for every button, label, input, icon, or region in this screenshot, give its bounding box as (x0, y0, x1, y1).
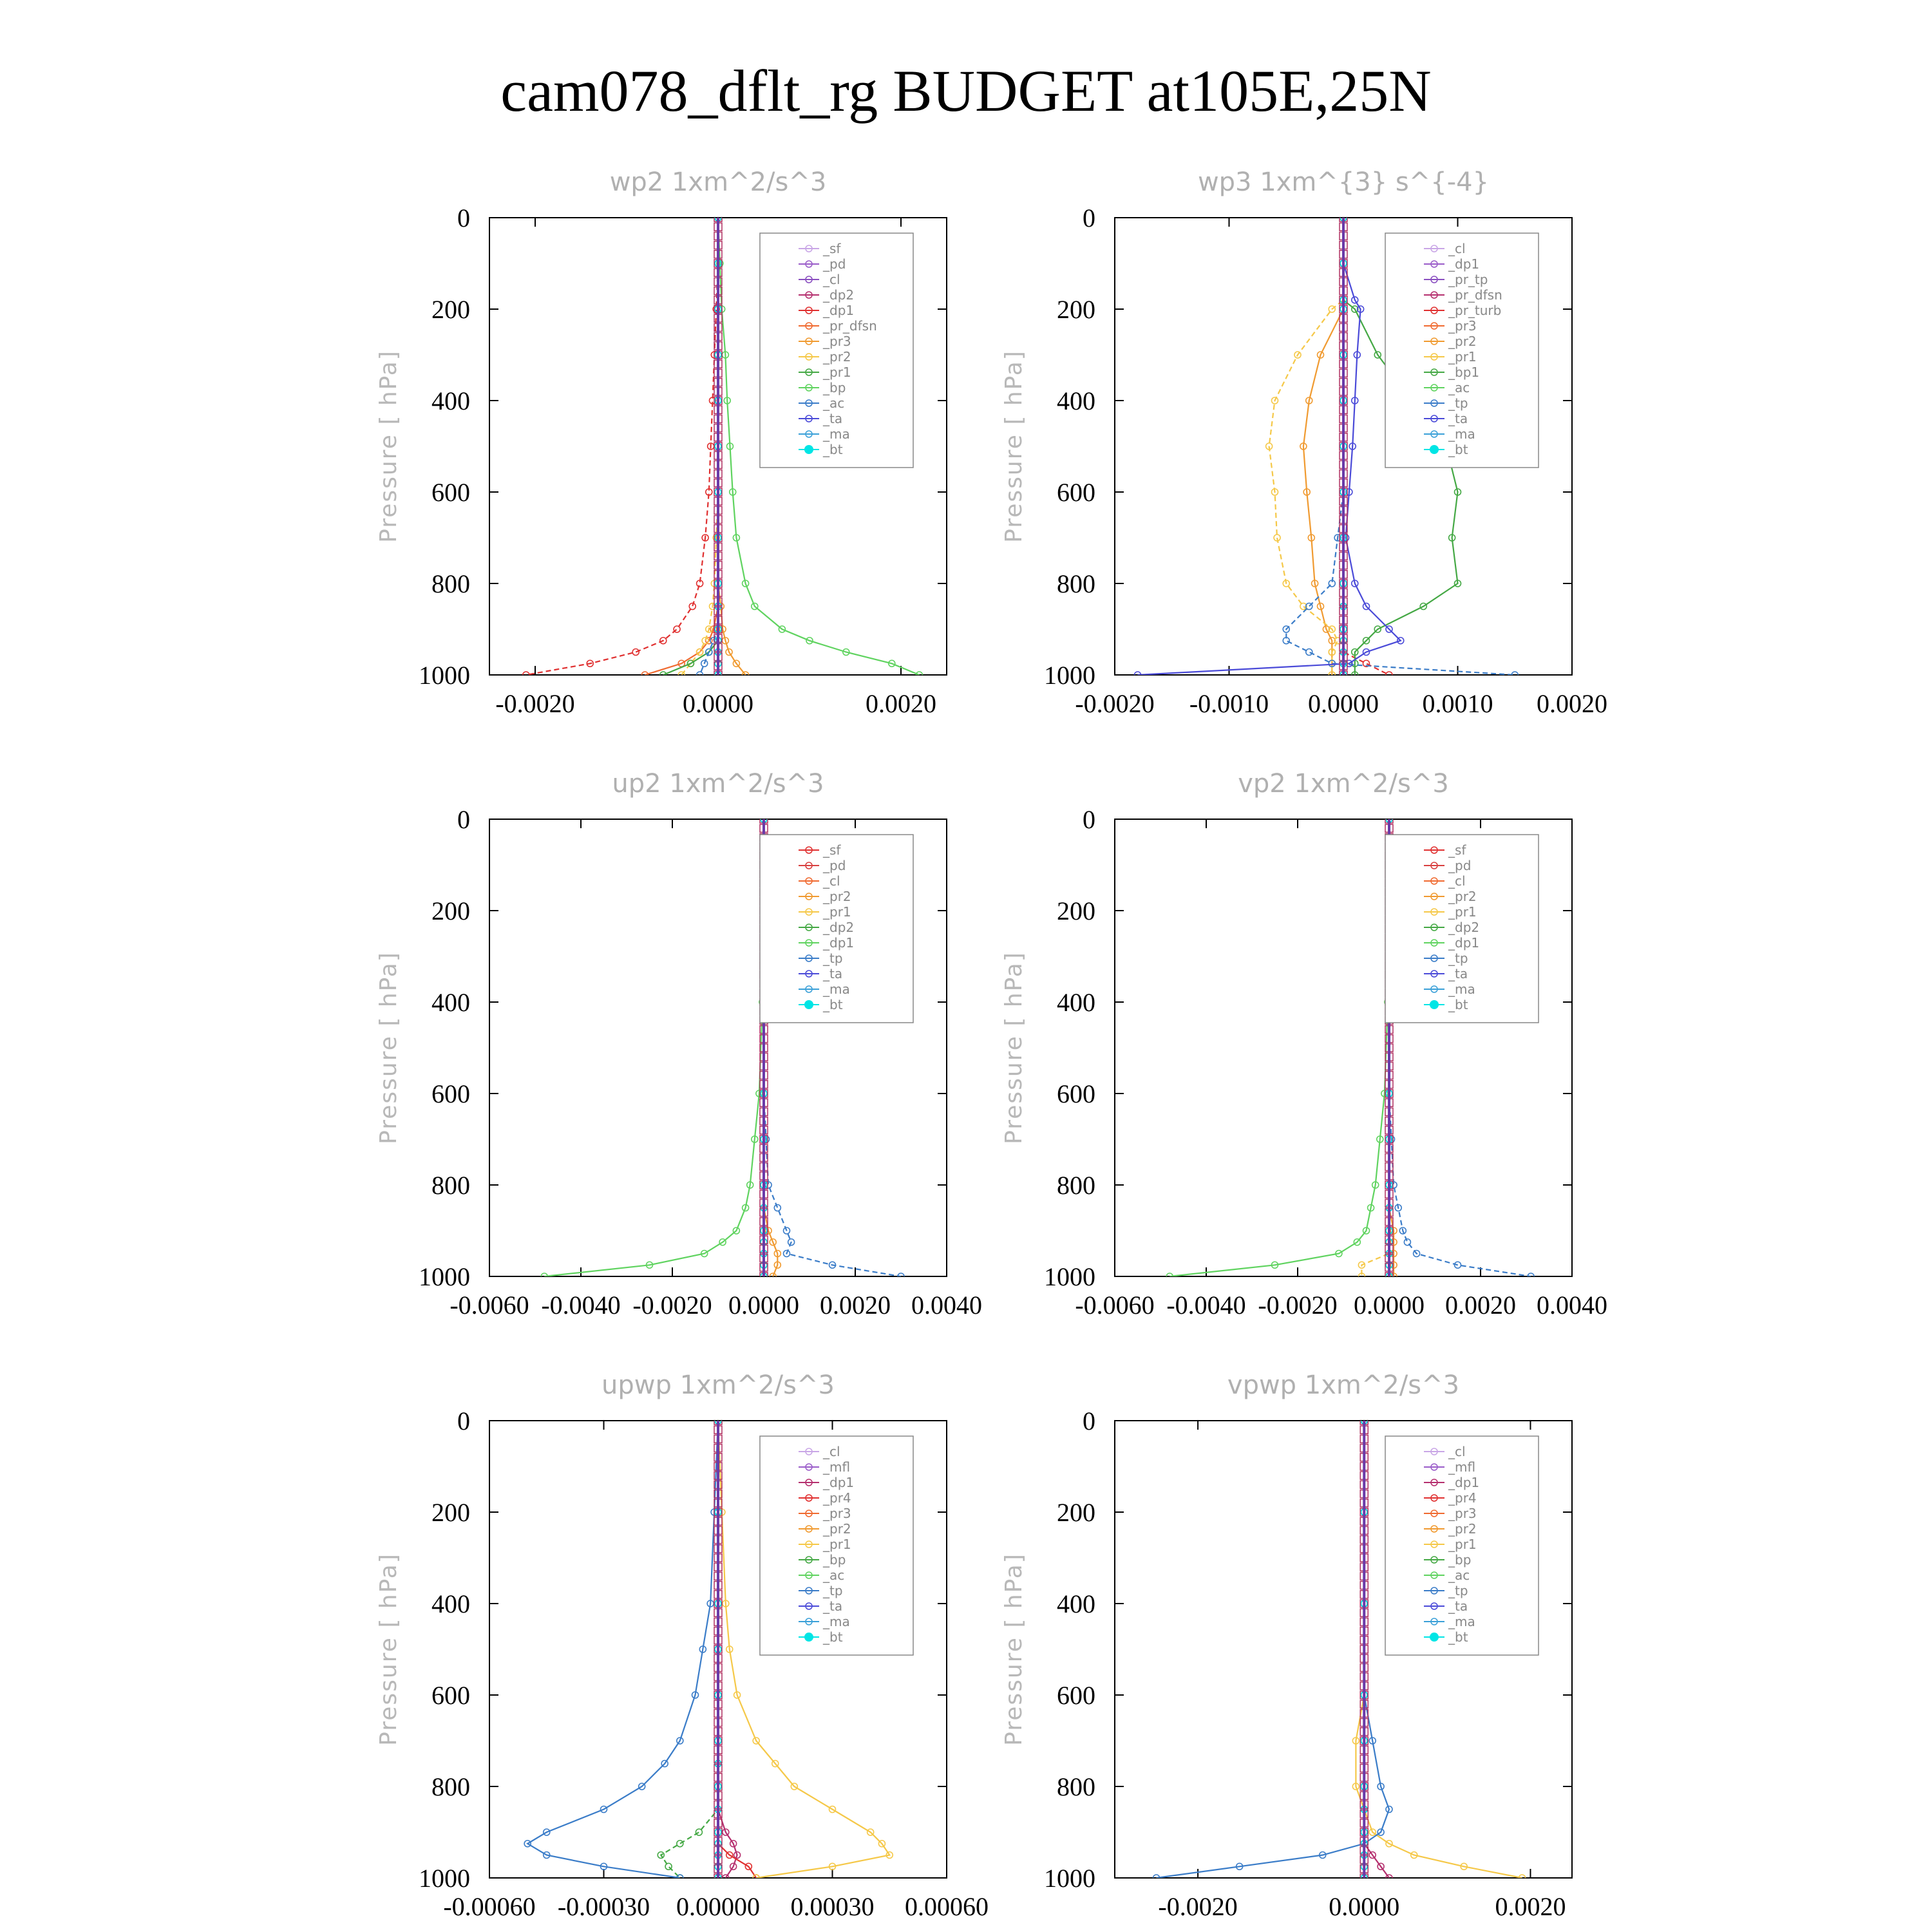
legend-label: _sf (823, 241, 841, 256)
y-tick-label: 200 (431, 295, 470, 324)
series-line-pr4 (718, 1421, 756, 1878)
chart-panel-0 (375, 167, 947, 718)
y-tick-label: 0 (1083, 805, 1095, 834)
legend-label: _ac (1448, 1567, 1470, 1583)
legend (760, 835, 913, 1023)
y-tick-label: 800 (1057, 569, 1095, 598)
legend-label: _pr3 (1448, 318, 1477, 334)
panel-title: upwp 1xm^2/s^3 (601, 1370, 835, 1400)
chart-panel-5 (1001, 1370, 1572, 1921)
y-tick-label: 0 (457, 204, 470, 232)
y-tick-label: 0 (457, 805, 470, 834)
series-line-tp (1157, 1421, 1390, 1878)
legend-label: _ac (823, 1567, 845, 1583)
legend-label: _ta (1448, 966, 1468, 981)
x-tick-label: -0.0040 (541, 1291, 621, 1320)
legend-label: _tp (823, 1583, 843, 1598)
chart-panel-4 (375, 1370, 989, 1921)
legend-label: _tp (1448, 1583, 1468, 1598)
legend (760, 1436, 913, 1655)
y-tick-label: 400 (431, 386, 470, 415)
legend (1385, 1436, 1539, 1655)
legend-label: _mfl (823, 1459, 851, 1475)
x-tick-label: 0.0020 (866, 689, 936, 718)
legend-label: _ma (1448, 981, 1475, 997)
series-point-bp (677, 1841, 683, 1847)
series-point-tp (774, 1205, 781, 1211)
legend-label: _ma (823, 981, 850, 997)
x-tick-label: 0.0020 (1445, 1291, 1516, 1320)
x-tick-label: 0.00060 (905, 1892, 989, 1921)
legend-label: _cl (823, 873, 840, 889)
legend-label: _dp1 (1448, 935, 1480, 951)
y-tick-label: 1000 (419, 1864, 470, 1893)
legend-label: _bt (1448, 997, 1468, 1012)
legend-swatch-marker (1430, 1000, 1439, 1009)
series-point-dp1 (632, 649, 639, 656)
series-line-bp (661, 1421, 718, 1878)
legend-label: _pr_tp (1448, 272, 1488, 287)
legend-label: _bp (823, 380, 846, 395)
series-point-bp (696, 1829, 702, 1835)
y-axis-label: Pressure [ hPa] (1001, 1553, 1027, 1746)
legend-label: _pr1 (1448, 1537, 1477, 1552)
legend-swatch-marker (804, 445, 813, 454)
legend-label: _bp1 (1448, 365, 1480, 380)
x-tick-label: 0.0020 (1495, 1892, 1566, 1921)
figure-title: cam078_dflt_rg BUDGET at105E,25N (500, 58, 1432, 124)
x-tick-label: -0.0020 (1158, 1892, 1238, 1921)
legend-label: _pr2 (1448, 1521, 1477, 1537)
series-line-pr2 (681, 218, 718, 675)
legend-label: _bt (1448, 1629, 1468, 1645)
legend-label: _ac (1448, 380, 1470, 395)
x-tick-label: 0.00030 (790, 1892, 875, 1921)
x-tick-label: 0.0020 (1537, 689, 1607, 718)
legend-label: _pr2 (823, 1521, 851, 1537)
x-tick-label: 0.0040 (1537, 1291, 1607, 1320)
x-tick-label: 0.0000 (1308, 689, 1379, 718)
legend-label: _ma (823, 426, 850, 442)
x-tick-label: 0.0000 (1329, 1892, 1400, 1921)
legend-label: _dp2 (1448, 920, 1480, 935)
legend-label: _pr1 (823, 365, 851, 380)
legend-label: _ma (823, 1614, 850, 1629)
y-axis-label: Pressure [ hPa] (1001, 951, 1027, 1144)
legend-label: _pr2 (823, 889, 851, 904)
legend-label: _dp2 (823, 920, 855, 935)
x-tick-label: -0.0010 (1189, 689, 1269, 718)
y-tick-label: 0 (457, 1406, 470, 1435)
legend-label: _bp (823, 1552, 846, 1567)
y-tick-label: 400 (1057, 988, 1095, 1017)
legend-label: _ma (1448, 1614, 1475, 1629)
legend-label: _pr_turb (1448, 303, 1502, 318)
x-tick-label: -0.0020 (1258, 1291, 1338, 1320)
legend-swatch-marker (1430, 445, 1439, 454)
legend-label: _pd (1448, 858, 1472, 873)
y-tick-label: 600 (1057, 478, 1095, 507)
y-tick-label: 0 (1083, 1406, 1095, 1435)
y-tick-label: 800 (431, 569, 470, 598)
y-tick-label: 1000 (419, 661, 470, 690)
legend-label: _tp (823, 951, 843, 966)
y-tick-label: 800 (1057, 1171, 1095, 1200)
y-tick-label: 800 (431, 1772, 470, 1801)
y-tick-label: 200 (1057, 896, 1095, 925)
x-tick-label: -0.0020 (495, 689, 575, 718)
legend-label: _dp1 (1448, 256, 1480, 272)
series-line-dp1 (1170, 819, 1389, 1276)
legend-label: _cl (823, 1444, 840, 1459)
y-tick-label: 400 (431, 988, 470, 1017)
legend-label: _bt (1448, 442, 1468, 457)
y-tick-label: 400 (1057, 386, 1095, 415)
series-point-bp (665, 1863, 672, 1870)
legend-label: _bp (1448, 1552, 1472, 1567)
y-tick-label: 200 (1057, 1498, 1095, 1527)
panels (375, 167, 1607, 1921)
legend (760, 233, 913, 468)
y-tick-label: 400 (431, 1589, 470, 1618)
legend-label: _sf (823, 842, 841, 858)
y-tick-label: 800 (1057, 1772, 1095, 1801)
legend-label: _pr2 (1448, 334, 1477, 349)
y-tick-label: 0 (1083, 204, 1095, 232)
panel-title: up2 1xm^2/s^3 (612, 769, 824, 799)
y-tick-label: 600 (1057, 1681, 1095, 1710)
panel-title: wp3 1xm^{3} s^{-4} (1197, 167, 1490, 197)
legend-label: _sf (1448, 842, 1466, 858)
y-tick-label: 600 (431, 1681, 470, 1710)
legend-label: _pr1 (1448, 349, 1477, 365)
y-axis-label: Pressure [ hPa] (375, 951, 402, 1144)
legend-label: _bt (823, 1629, 843, 1645)
legend (1385, 835, 1539, 1023)
legend-swatch-marker (804, 1000, 813, 1009)
legend-label: _ta (823, 966, 843, 981)
legend-label: _bt (823, 997, 843, 1012)
y-tick-label: 1000 (419, 1262, 470, 1291)
legend-label: _tp (1448, 395, 1468, 411)
x-tick-label: -0.0060 (450, 1291, 529, 1320)
legend-label: _pd (823, 256, 846, 272)
legend-label: _cl (1448, 873, 1466, 889)
series-line-dp1 (544, 819, 764, 1276)
x-tick-label: -0.0020 (1075, 689, 1155, 718)
series-point-dp1 (674, 626, 680, 632)
y-tick-label: 800 (431, 1171, 470, 1200)
legend-label: _pd (823, 858, 846, 873)
legend-label: _pr2 (1448, 889, 1477, 904)
legend-label: _dp1 (1448, 1475, 1480, 1490)
panel-title: wp2 1xm^2/s^3 (609, 167, 827, 197)
legend-label: _pr3 (1448, 1506, 1477, 1521)
x-tick-label: -0.0040 (1166, 1291, 1246, 1320)
legend (1385, 233, 1539, 468)
legend-label: _pr_dfsn (823, 318, 877, 334)
legend-label: _pr_dfsn (1448, 287, 1502, 303)
y-tick-label: 200 (1057, 295, 1095, 324)
legend-label: _dp1 (823, 1475, 855, 1490)
x-tick-label: 0.0000 (728, 1291, 799, 1320)
legend-label: _mfl (1448, 1459, 1476, 1475)
y-tick-label: 200 (431, 896, 470, 925)
series-line-tp (527, 1421, 718, 1878)
y-axis-label: Pressure [ hPa] (1001, 350, 1027, 543)
x-tick-label: 0.0010 (1422, 689, 1493, 718)
y-axis-label: Pressure [ hPa] (375, 350, 402, 543)
y-tick-label: 1000 (1044, 661, 1095, 690)
legend-label: _dp1 (823, 303, 855, 318)
legend-swatch-marker (804, 1633, 813, 1642)
y-tick-label: 400 (1057, 1589, 1095, 1618)
panel-title: vp2 1xm^2/s^3 (1238, 769, 1449, 799)
legend-label: _pr4 (1448, 1490, 1477, 1506)
legend-label: _cl (1448, 1444, 1466, 1459)
legend-swatch-marker (1430, 1633, 1439, 1642)
x-tick-label: -0.0060 (1075, 1291, 1155, 1320)
y-tick-label: 200 (431, 1498, 470, 1527)
x-tick-label: 0.0000 (683, 689, 753, 718)
y-tick-label: 1000 (1044, 1864, 1095, 1893)
legend-label: _pr1 (823, 904, 851, 920)
x-tick-label: 0.0040 (911, 1291, 982, 1320)
legend-label: _cl (1448, 241, 1466, 256)
chart-panel-2 (375, 769, 982, 1320)
legend-label: _dp2 (823, 287, 855, 303)
chart-panel-3 (1001, 769, 1607, 1320)
legend-label: _ta (823, 1598, 843, 1614)
legend-label: _ta (1448, 1598, 1468, 1614)
legend-label: _ta (1448, 411, 1468, 426)
x-tick-label: -0.0020 (632, 1291, 712, 1320)
y-axis-label: Pressure [ hPa] (375, 1553, 402, 1746)
x-tick-label: -0.00030 (557, 1892, 650, 1921)
legend-label: _cl (823, 272, 840, 287)
y-tick-label: 600 (431, 1079, 470, 1108)
x-tick-label: 0.0020 (820, 1291, 891, 1320)
legend-label: _pr3 (823, 1506, 851, 1521)
legend-label: _tp (1448, 951, 1468, 966)
legend-label: _ma (1448, 426, 1475, 442)
panel-title: vpwp 1xm^2/s^3 (1227, 1370, 1460, 1400)
legend-label: _bt (823, 442, 843, 457)
legend-label: _ac (823, 395, 845, 411)
x-tick-label: 0.00000 (676, 1892, 760, 1921)
legend-label: _ta (823, 411, 843, 426)
x-tick-label: -0.00060 (443, 1892, 536, 1921)
x-tick-label: 0.0000 (1354, 1291, 1425, 1320)
legend-label: _pr1 (823, 1537, 851, 1552)
y-tick-label: 1000 (1044, 1262, 1095, 1291)
legend-label: _pr3 (823, 334, 851, 349)
series-point-tp (1306, 649, 1312, 656)
legend-label: _pr2 (823, 349, 851, 365)
y-tick-label: 600 (431, 478, 470, 507)
legend-label: _pr1 (1448, 904, 1477, 920)
series-point-tp (1404, 1239, 1410, 1245)
legend-label: _dp1 (823, 935, 855, 951)
legend-label: _pr4 (823, 1490, 851, 1506)
chart-panel-1 (1001, 167, 1607, 718)
y-tick-label: 600 (1057, 1079, 1095, 1108)
